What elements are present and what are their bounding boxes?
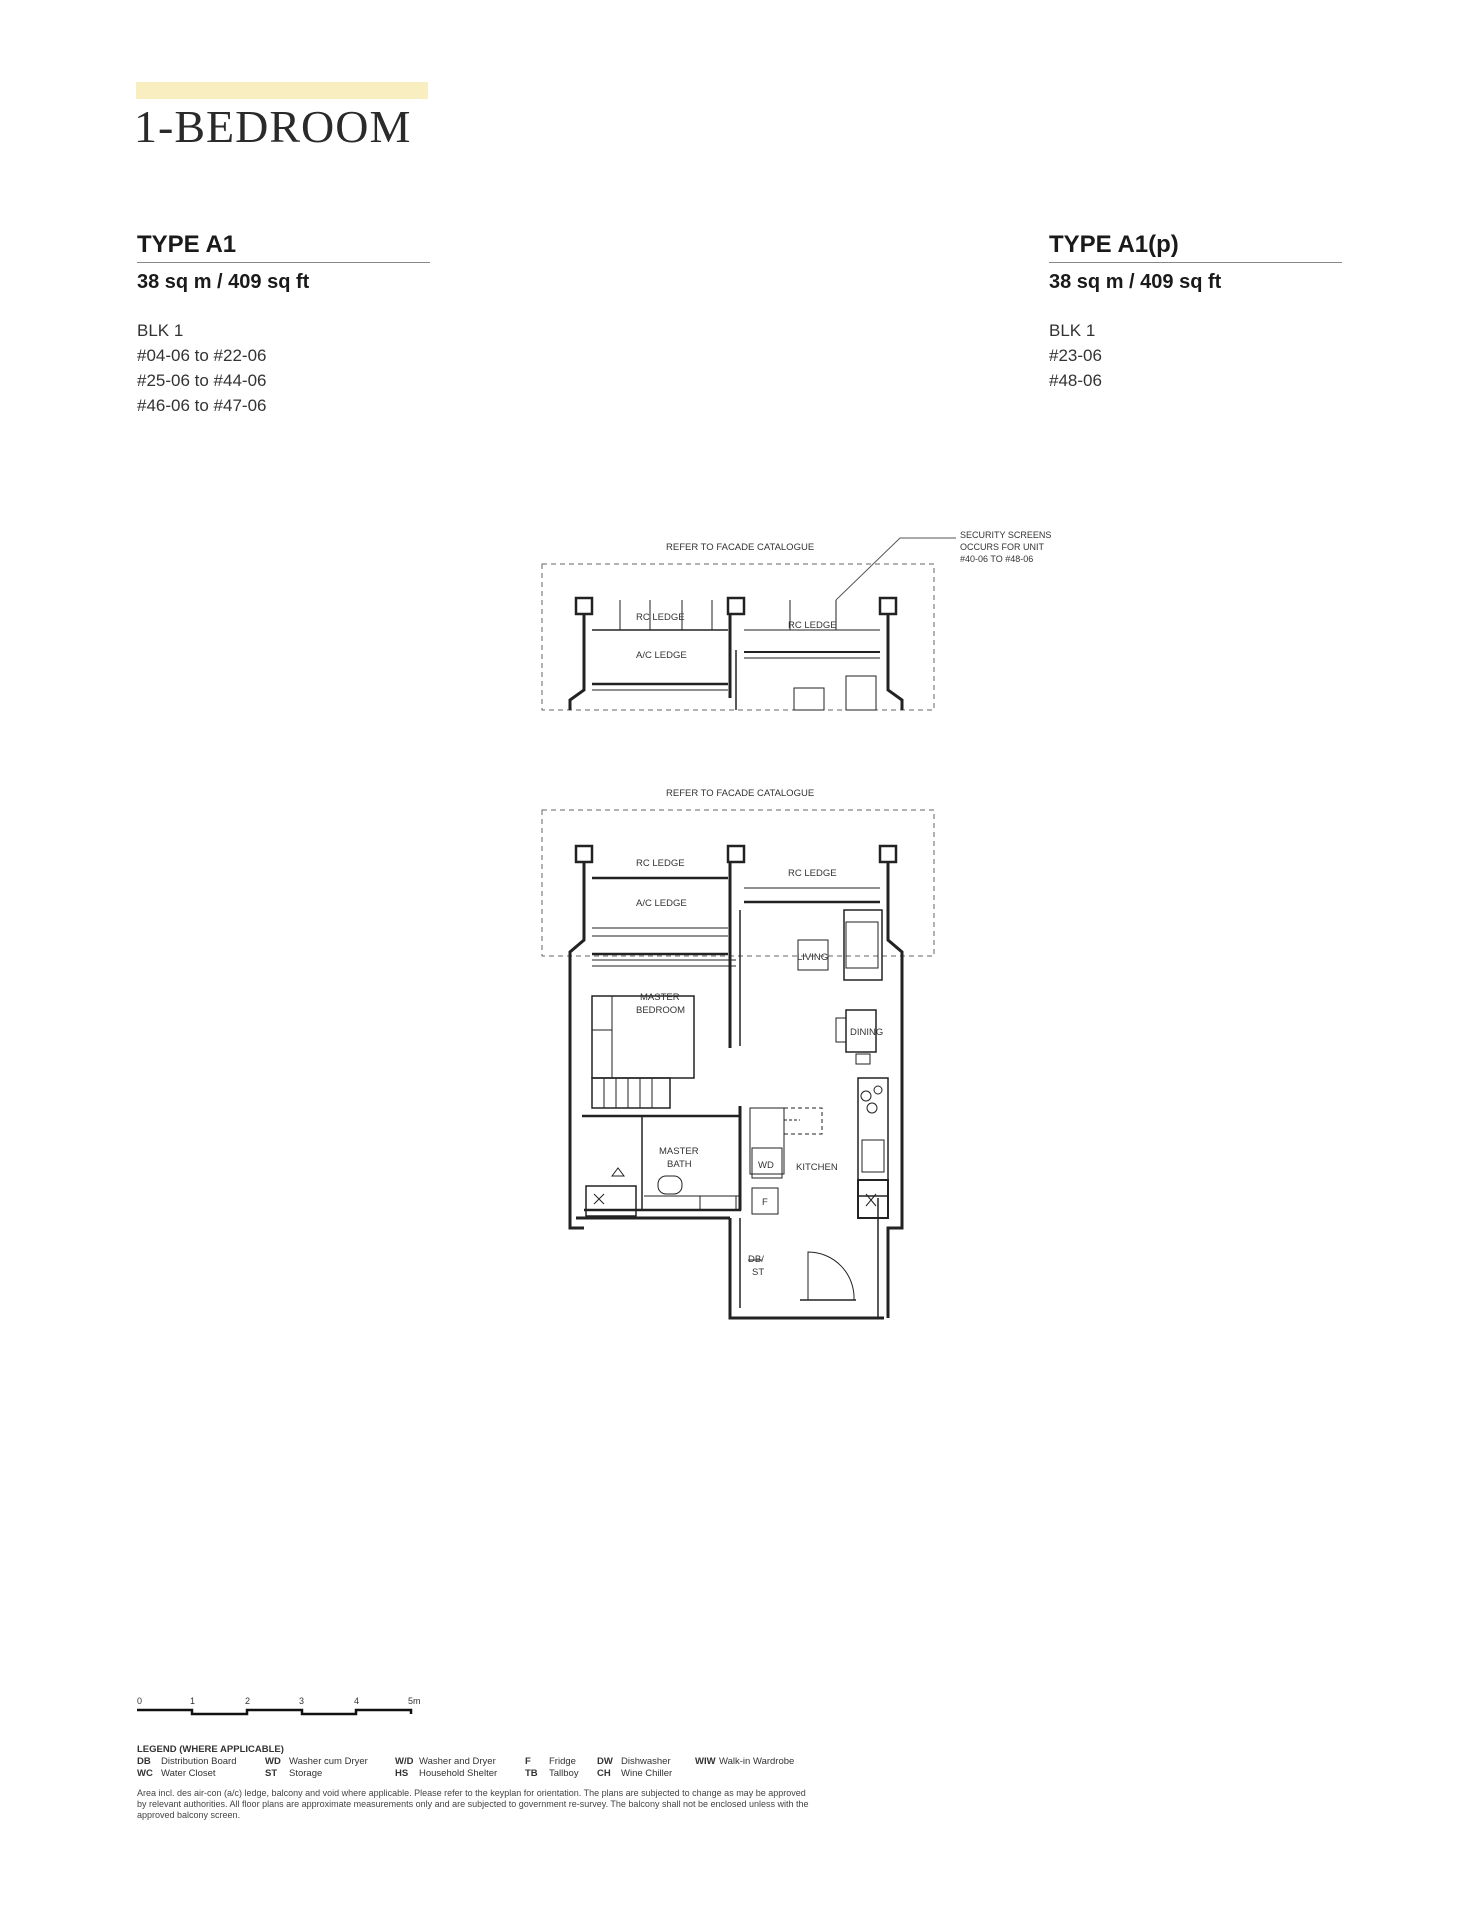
rc-ledge-label: RC LEDGE [636,858,685,869]
legend-item [395,1756,496,1768]
scale-tick-label: 4 [354,1696,360,1706]
unit-list-line: #46-06 to #47-06 [137,396,267,416]
legend-code: F [525,1756,531,1767]
legend-item [395,1768,497,1780]
legend-code: WD [265,1756,281,1767]
legend-text: Tallboy [549,1768,579,1779]
unit-list-line: #25-06 to #44-06 [137,371,267,391]
legend-code: TB [525,1768,538,1779]
unit-list-line: #48-06 [1049,371,1102,391]
unit-plan-drawing [542,810,934,1318]
legend-text: Walk-in Wardrobe [719,1756,795,1767]
unit-list-line: BLK 1 [137,321,184,341]
legend-text: Washer and Dryer [419,1756,496,1767]
ac-ledge-label: A/C LEDGE [636,898,687,909]
legend-item [265,1768,322,1780]
unit-list-line: #04-06 to #22-06 [137,346,267,366]
scale-bar [137,1710,411,1714]
legend-item [695,1756,794,1768]
legend-code: W/D [395,1756,414,1767]
legend-title: LEGEND (WHERE APPLICABLE) [137,1744,284,1755]
rc-ledge-label: RC LEDGE [788,868,837,879]
unit-type-name: TYPE A1(p) [1049,232,1342,263]
legend-text: Household Shelter [419,1768,498,1779]
legend-disclaimer: Area incl. des air-con (a/c) ledge, balcony and void where applicable. Please refer to the keyplan for orientation. The plans are subjected to change as may be approved by relevant authorities. All floor plans are approximate measurements only and are subjected to government re-survey. The balcony shall not be enclosed unless with the approved balcony screen. [137,1788,809,1820]
scale-tick-label: 1 [190,1696,196,1706]
legend-code: DB [137,1756,151,1767]
unit-list-line: #23-06 [1049,346,1102,366]
kitchen-label: KITCHEN [796,1162,838,1173]
legend-text: Dishwasher [621,1756,671,1767]
security-note-line: #40-06 TO #48-06 [960,554,1034,564]
master-bath-label: BATH [667,1159,692,1170]
unit-type-area: 38 sq m / 409 sq ft [1049,271,1222,294]
scale-tick-label: 0 [137,1696,143,1706]
legend [137,1744,817,1821]
legend-code: WC [137,1768,153,1779]
legend-text: Water Closet [161,1768,216,1779]
db-st-label: DB/ [748,1254,764,1265]
legend-item [597,1768,672,1780]
legend-text: Wine Chiller [621,1768,673,1779]
legend-item [137,1768,216,1780]
security-note-line: SECURITY SCREENS [960,530,1052,540]
legend-code: WIW [695,1756,716,1767]
facade-note-main: REFER TO FACADE CATALOGUE [666,788,815,799]
legend-item [265,1756,368,1768]
legend-code: CH [597,1768,611,1779]
facade-note-top: REFER TO FACADE CATALOGUE [666,542,815,553]
scale-tick-label: 3 [299,1696,305,1706]
wd-label: WD [758,1160,774,1171]
legend-text: Washer cum Dryer [289,1756,368,1767]
ac-ledge-label: A/C LEDGE [636,650,687,661]
rc-ledge-label: RC LEDGE [788,620,837,631]
unit-type-name: TYPE A1 [137,232,430,263]
legend-text: Storage [289,1768,323,1779]
db-st-label: ST [752,1267,765,1278]
security-note-line: OCCURS FOR UNIT [960,542,1044,552]
scale-tick-label: 5m [408,1696,421,1706]
page-title: 1-BEDROOM [134,101,412,152]
facade-variant-drawing [542,538,956,710]
master-bedroom-label: MASTER [640,992,680,1003]
scale-tick-label: 2 [245,1696,251,1706]
legend-item [525,1768,579,1780]
legend-item [137,1756,237,1768]
legend-text: Fridge [549,1756,576,1767]
unit-type-area: 38 sq m / 409 sq ft [137,271,310,294]
master-bath-label: MASTER [659,1146,699,1157]
legend-code: ST [265,1768,278,1779]
legend-item [525,1756,576,1768]
legend-item [597,1756,671,1768]
master-bedroom-label: BEDROOM [636,1005,686,1016]
legend-code: HS [395,1768,409,1779]
legend-text: Distribution Board [161,1756,237,1767]
rc-ledge-label: RC LEDGE [636,612,685,623]
living-label: LIVING [797,952,829,963]
unit-list-line: BLK 1 [1049,321,1096,341]
dining-label: DINING [850,1027,884,1038]
fridge-label: F [762,1197,768,1208]
legend-code: DW [597,1756,613,1767]
legend-grid [137,1756,817,1780]
